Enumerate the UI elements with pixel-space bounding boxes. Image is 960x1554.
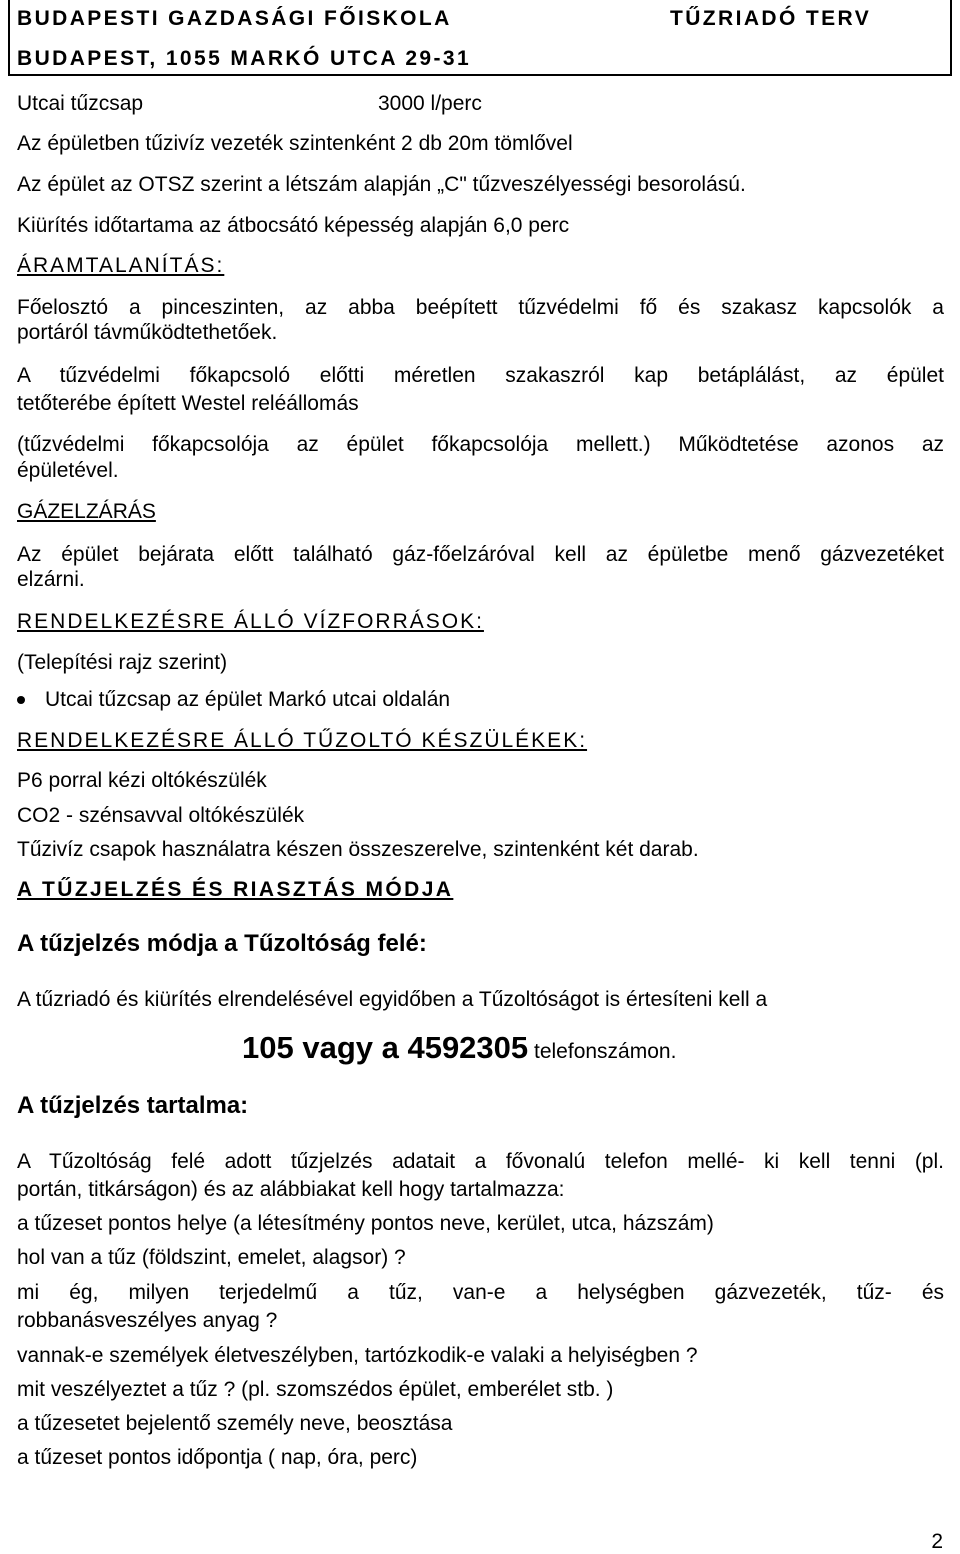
list-item: a tűzeset pontos időpontja ( nap, óra, perc): [17, 1446, 418, 1469]
section-heading-aramtalanitas: ÁRAMTALANÍTÁS:: [17, 254, 225, 277]
hydrant-value: 3000 l/perc: [378, 92, 482, 115]
section-heading-vizforrasok: RENDELKEZÉSRE ÁLLÓ VÍZFORRÁSOK:: [17, 610, 484, 633]
list-item: P6 porral kézi oltókészülék: [17, 769, 267, 792]
subheading: A tűzjelzés módja a Tűzoltóság felé:: [17, 930, 427, 957]
list-item: mi ég, milyen terjedelmű a tűz, van-e a helységben gázvezeték, tűz- és: [17, 1281, 944, 1304]
section-heading-gazelzaras: GÁZELZÁRÁS: [17, 500, 156, 523]
paragraph-line: (tűzvédelmi főkapcsolója az épület főkapcsolója mellett.) Működtetése azonos az: [17, 433, 944, 456]
paragraph-line: A Tűzoltóság felé adott tűzjelzés adatait a fővonalú telefon mellé- ki kell tenni (pl.: [17, 1150, 944, 1173]
subheading: A tűzjelzés tartalma:: [17, 1092, 249, 1119]
intro-line: Az épületben tűzivíz vezeték szintenként 2 db 20m tömlővel: [17, 132, 573, 155]
intro-line: Az épület az OTSZ szerint a létszám alapján „C" tűzveszélyességi besorolású.: [17, 173, 746, 196]
paragraph-line: épületével.: [17, 459, 119, 482]
section-heading-riasztas: A TŰZJELZÉS ÉS RIASZTÁS MÓDJA: [17, 878, 454, 901]
phone-numbers: 105 vagy a 4592305: [242, 1030, 529, 1065]
hydrant-label: Utcai tűzcsap: [17, 92, 144, 115]
section-heading-keszulekek: RENDELKEZÉSRE ÁLLÓ TŰZOLTÓ KÉSZÜLÉKEK:: [17, 729, 588, 752]
paragraph-line: portáról távműködtethetőek.: [17, 321, 278, 344]
paragraph-line: elzárni.: [17, 568, 85, 591]
list-item: vannak-e személyek életveszélyben, tartózkodik-e valaki a helyiségben ?: [17, 1344, 698, 1367]
list-item: a tűzeset pontos helye (a létesítmény pontos neve, kerület, utca, házszám): [17, 1212, 714, 1235]
paragraph-line: portán, titkárságon) és az alábbiakat kell hogy tartalmazza:: [17, 1178, 565, 1201]
document-title: TŰZRIADÓ TERV: [670, 7, 872, 30]
paragraph-line: A tűzvédelmi főkapcsoló előtti méretlen szakaszról kap betáplálást, az épület: [17, 364, 944, 387]
school-address: BUDAPEST, 1055 MARKÓ UTCA 29-31: [17, 47, 472, 70]
page-number: 2: [931, 1530, 943, 1553]
school-name: BUDAPESTI GAZDASÁGI FŐISKOLA: [17, 7, 452, 30]
list-item: Tűzivíz csapok használatra készen összeszerelve, szintenként két darab.: [17, 838, 699, 861]
list-item: a tűzesetet bejelentő személy neve, beosztása: [17, 1412, 453, 1435]
list-item: Utcai tűzcsap az épület Markó utcai oldalán: [45, 688, 451, 711]
paragraph-line: Az épület bejárata előtt található gáz-főelzáróval kell az épületbe menő gázvezetéket: [17, 543, 944, 566]
paragraph-line: Főelosztó a pinceszinten, az abba beépített tűzvédelmi fő és szakasz kapcsolók a: [17, 296, 944, 319]
list-item: mit veszélyeztet a tűz ? (pl. szomszédos épület, emberélet stb. ): [17, 1378, 614, 1401]
paragraph-line: tetőterébe épített Westel reléállomás: [17, 392, 359, 415]
phone-suffix: telefonszámon.: [534, 1040, 677, 1063]
paragraph-line: A tűzriadó és kiürítés elrendelésével egyidőben a Tűzoltóságot is értesíteni kell a: [17, 988, 768, 1011]
list-item: hol van a tűz (földszint, emelet, alagsor) ?: [17, 1246, 406, 1269]
list-item: CO2 - szénsavval oltókészülék: [17, 804, 305, 827]
list-item: robbanásveszélyes anyag ?: [17, 1309, 278, 1332]
intro-line: Kiürítés időtartama az átbocsátó képesség alapján 6,0 perc: [17, 214, 570, 237]
note-text: (Telepítési rajz szerint): [17, 651, 228, 674]
bullet-icon: [17, 696, 25, 704]
phone-line: [242, 1030, 676, 1070]
